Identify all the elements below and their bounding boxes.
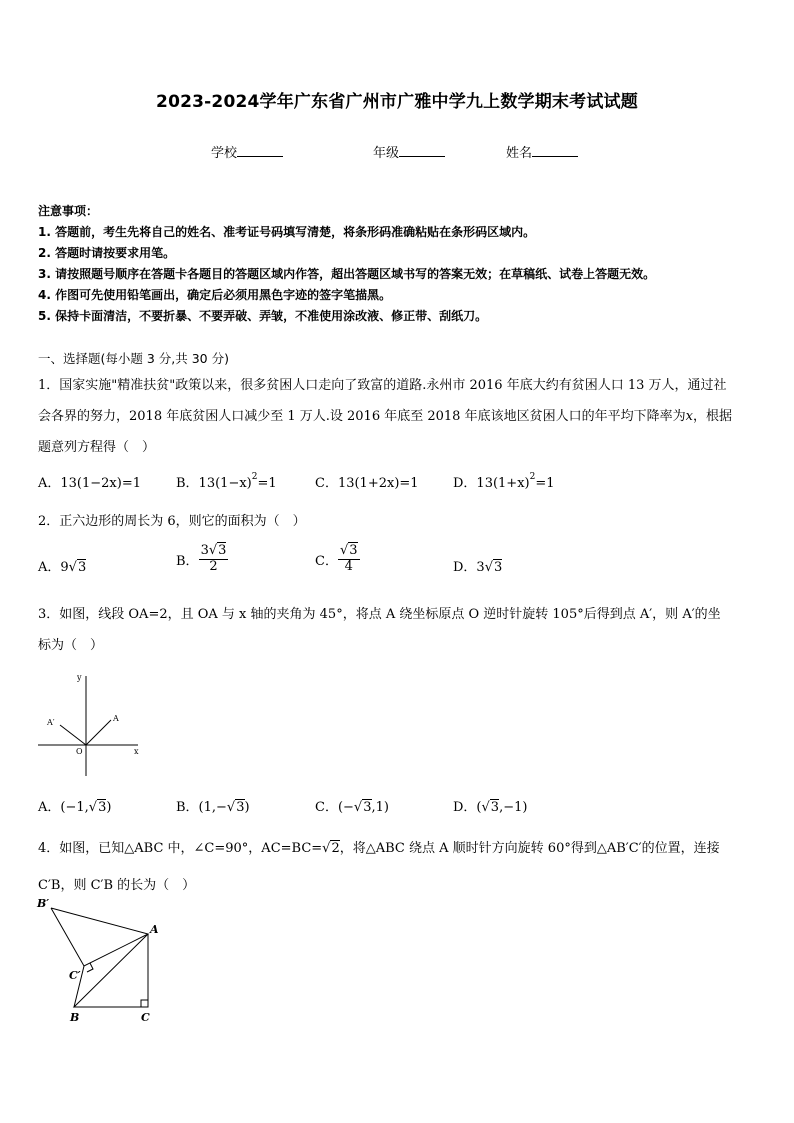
segment-oa-prime xyxy=(60,725,86,745)
name-label: 姓名 xyxy=(506,146,533,161)
x-axis-label: x xyxy=(134,747,139,756)
q2-option-a[interactable]: A．9√3 xyxy=(38,560,87,575)
name-field[interactable] xyxy=(506,142,578,161)
grade-blank[interactable] xyxy=(399,145,445,157)
point-a-label: A xyxy=(150,923,159,936)
option-text: ) xyxy=(244,800,250,815)
q1-text: ，根据 xyxy=(692,409,732,424)
school-blank[interactable] xyxy=(237,145,283,157)
q4-text: 4．如图，已知△ABC 中，∠C=90°，AC=BC= xyxy=(38,841,323,856)
option-text: C．(− xyxy=(315,800,354,815)
segment-oa xyxy=(86,720,111,745)
option-text: B． xyxy=(176,553,199,569)
triangle-ab-prime-c-prime xyxy=(51,908,148,966)
school-field[interactable] xyxy=(211,142,283,161)
point-b-label: B xyxy=(70,1011,80,1024)
radicand: 3 xyxy=(363,800,372,815)
school-label: 学校 xyxy=(211,146,238,161)
q1-option-b[interactable] xyxy=(176,472,277,491)
q1-option-a[interactable]: A．13(1−2x)=1 xyxy=(38,476,142,491)
q1-stem-line3: 题意列方程得（ ） xyxy=(38,440,156,455)
option-text: A．(−1, xyxy=(38,800,89,815)
name-blank[interactable] xyxy=(532,145,578,157)
option-text: ,−1) xyxy=(499,800,528,815)
option-text: B．(1,− xyxy=(176,800,227,815)
q3-option-b[interactable]: B．(1,−√3) xyxy=(176,800,250,815)
radicand: 3 xyxy=(349,543,358,558)
radicand: 3 xyxy=(494,560,503,575)
note-item: 4. 作图可先使用铅笔画出，确定后必须用黑色字迹的签字笔描黑。 xyxy=(38,288,392,302)
point-b-prime-label: B′ xyxy=(37,897,50,910)
q2-option-c[interactable]: C． $\frac{√3}{4}$ xyxy=(315,543,358,574)
y-axis-label: y xyxy=(77,673,82,682)
option-text: ,1) xyxy=(371,800,389,815)
option-text: A．9 xyxy=(38,560,69,575)
page-title: 2023-2024学年广东省广州市广雅中学九上数学期末考试试题 xyxy=(156,92,638,112)
denominator: 2 xyxy=(209,558,218,574)
grade-label: 年级 xyxy=(373,146,400,161)
option-text: D．3 xyxy=(453,560,485,575)
q3-coordinate-figure xyxy=(34,668,146,780)
q1-text: 会各界的努力，2018 年底贫困人口减少至 1 万人.设 2016 年底至 2018 年底该地区贫困人口的年平均下降率为 xyxy=(38,409,686,424)
radicand: 3 xyxy=(236,800,245,815)
radicand: 3 xyxy=(490,800,500,815)
q1-stem-line2 xyxy=(38,405,732,424)
note-item: 3. 请按照题号顺序在答题卡各题目的答题区域内作答，超出答题区域书写的答案无效；在草稿纸、试卷上答题无效。 xyxy=(38,267,656,281)
option-text: B．13(1−x) xyxy=(176,476,252,491)
exponent: 2 xyxy=(251,472,258,482)
q4-stem-line1: 4．如图，已知△ABC 中，∠C=90°，AC=BC=√2，将△ABC 绕点 A 顺时针方向旋转 60°得到△AB′C′的位置，连接 xyxy=(38,841,720,856)
note-item: 1. 答题前，考生先将自己的姓名、准考证号码填写清楚，将条形码准确粘贴在条形码区域内。 xyxy=(38,225,536,239)
q4-text: ，将△ABC 绕点 A 顺时针方向旋转 60°得到△AB′C′的位置，连接 xyxy=(339,841,720,856)
q1-stem-line1: 1．国家实施"精准扶贫"政策以来，很多贫困人口走向了致富的道路.永州市 2016 年底大约有贫困人口 13 万人，通过社 xyxy=(38,378,727,393)
origin-label: O xyxy=(76,747,83,756)
q2-stem: 2．正六边形的周长为 6，则它的面积为（ ） xyxy=(38,514,306,529)
option-text: =1 xyxy=(535,476,555,491)
q1-option-d[interactable] xyxy=(453,472,555,491)
q2-option-b[interactable]: B． $\frac{3√3}{2}$ xyxy=(176,543,227,574)
point-c-label: C xyxy=(141,1011,150,1024)
denominator: 4 xyxy=(344,558,353,574)
q3-option-c[interactable]: C．(−√3,1) xyxy=(315,800,389,815)
q3-option-a[interactable]: A．(−1,√3) xyxy=(38,800,112,815)
q3-stem-line1: 3．如图，线段 OA=2，且 OA 与 x 轴的夹角为 45°，将点 A 绕坐标原点 O 逆时针旋转 105°后得到点 A′，则 A′的坐 xyxy=(38,607,721,622)
option-text: =1 xyxy=(257,476,277,491)
radicand: 3 xyxy=(77,560,87,575)
point-c-prime-label: C′ xyxy=(69,969,81,982)
section-heading: 一、选择题(每小题 3 分,共 30 分) xyxy=(38,351,229,366)
exponent: 2 xyxy=(529,472,536,482)
point-a-prime-label: A′ xyxy=(47,718,55,727)
q1-option-c[interactable]: C．13(1+2x)=1 xyxy=(315,476,419,491)
option-text: ) xyxy=(106,800,112,815)
notes-heading: 注意事项： xyxy=(38,204,99,218)
radicand: 2 xyxy=(331,841,340,856)
note-item: 5. 保持卡面清洁，不要折暴、不要弄破、弄皱，不准使用涂改液、修正带、刮纸刀。 xyxy=(38,309,488,323)
option-text: D．( xyxy=(453,800,482,815)
option-text: C． xyxy=(315,553,338,569)
grade-field[interactable] xyxy=(373,142,445,161)
note-item: 2. 答题时请按要求用笔。 xyxy=(38,246,176,260)
point-a-label: A xyxy=(113,714,119,723)
radicand: 3 xyxy=(98,800,107,815)
q4-stem-line2: C′B，则 C′B 的长为（ ） xyxy=(38,878,196,893)
q3-option-d[interactable]: D．(√3,−1) xyxy=(453,800,528,815)
q2-option-d[interactable]: D．3√3 xyxy=(453,560,503,575)
q1-variable: x xyxy=(685,409,693,424)
coefficient: 3 xyxy=(200,543,209,558)
option-text: D．13(1+x) xyxy=(453,476,530,491)
q4-triangle-figure xyxy=(34,894,164,1028)
right-angle-mark xyxy=(141,1000,148,1007)
q3-stem-line2: 标为（ ） xyxy=(38,638,104,653)
radicand: 3 xyxy=(218,543,227,558)
triangle-abc xyxy=(74,934,148,1007)
